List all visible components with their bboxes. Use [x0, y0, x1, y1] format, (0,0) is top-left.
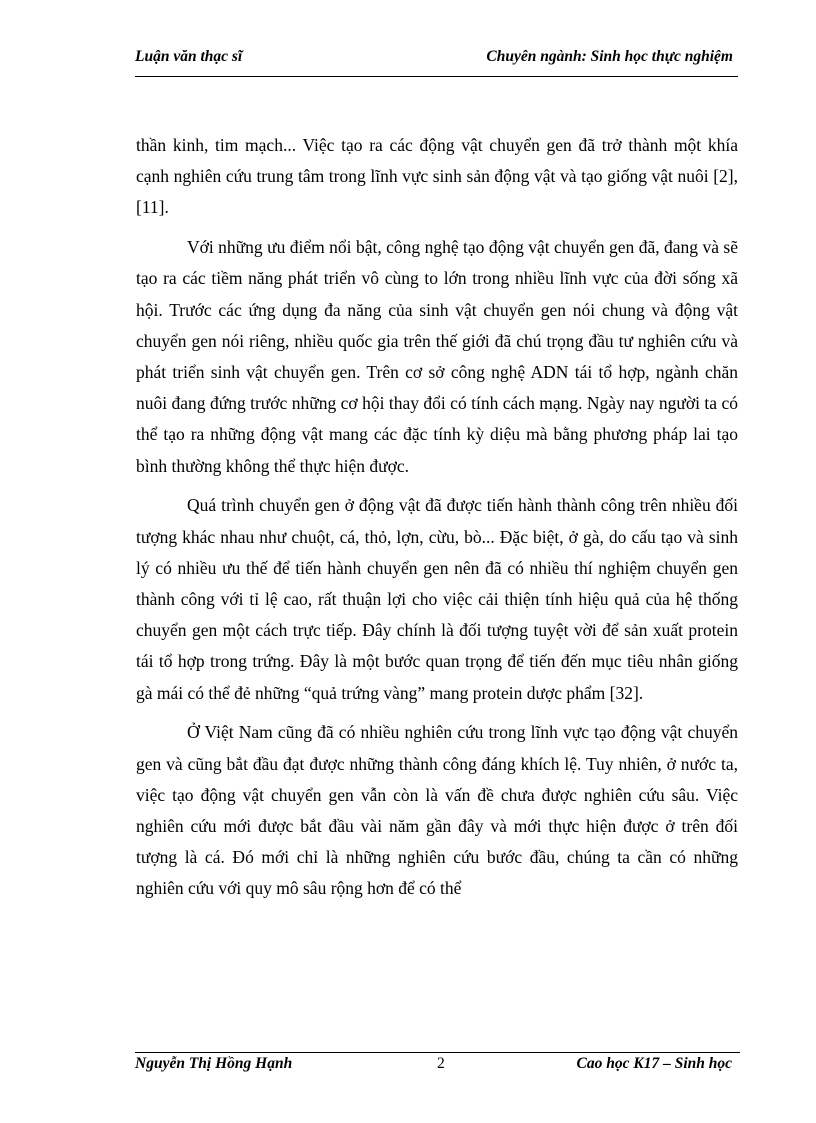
paragraph: Ở Việt Nam cũng đã có nhiều nghiên cứu trong lĩnh vực tạo động vật chuyển gen và cũng bắt đầu đạt được những thành công đáng khích lệ. Tuy nhiên, ở nước ta, việc tạo động vật chuyển gen vẫn còn là vấn đề chưa được nghiên cứu sâu. Việc nghiên cứu mới được bắt đầu vài năm gần đây và mới thực hiện được ở trên đối tượng là cá. Đó mới chỉ là những nghiên cứu bước đầu, chúng ta cần có những nghiên cứu với quy mô sâu rộng hơn để có thể	[136, 722, 738, 899]
page-number: 2	[437, 1055, 445, 1072]
footer-divider	[135, 1052, 740, 1053]
page-header	[135, 48, 735, 72]
page-footer	[135, 1055, 740, 1079]
paragraph-continuation: thần kinh, tim mạch... Việc tạo ra các động vật chuyển gen đã trở thành một khía cạnh nghiên cứu trung tâm trong lĩnh vực sinh sản động vật và tạo giống vật nuôi [2],[11].	[136, 135, 738, 218]
header-specialization: Chuyên ngành: Sinh học thực nghiệm	[486, 48, 733, 65]
header-thesis-type: Luận văn thạc sĩ	[135, 48, 243, 65]
header-divider	[135, 76, 738, 77]
paragraph: Quá trình chuyển gen ở động vật đã được tiến hành thành công trên nhiều đối tượng khác nhau như chuột, cá, thỏ, lợn, cừu, bò... Đặc biệt, ở gà, do cấu tạo và sinh lý có nhiều ưu thế để tiến hành chuyển gen nên đã có nhiều thí nghiệm chuyển gen thành công với tỉ lệ cao, rất thuận lợi cho việc cải thiện tính hiệu quả của hệ thống chuyển gen một cách trực tiếp. Đây chính là đối tượng tuyệt vời để sản xuất protein tái tổ hợp trong trứng. Đây là một bước quan trọng để tiến đến mục tiêu nhân giống gà mái có thể đẻ những “quả trứng vàng” mang protein dược phẩm [32].	[136, 495, 738, 703]
footer-author: Nguyễn Thị Hồng Hạnh	[135, 1055, 293, 1072]
page-body	[136, 130, 738, 913]
paragraph: Với những ưu điểm nổi bật, công nghệ tạo động vật chuyển gen đã, đang và sẽ tạo ra các tiềm năng phát triển vô cùng to lớn trong nhiều lĩnh vực của đời sống xã hội. Trước các ứng dụng đa năng của sinh vật chuyển gen nói chung và động vật chuyển gen nói riêng, nhiều quốc gia trên thế giới đã chú trọng đầu tư nghiên cứu và phát triển sinh vật chuyển gen. Trên cơ sở công nghệ ADN tái tổ hợp, ngành chăn nuôi đang đứng trước những cơ hội thay đổi có tính cách mạng. Ngày nay người ta có thể tạo ra những động vật mang các đặc tính kỳ diệu mà bằng phương pháp lai tạo bình thường không thể thực hiện được.	[136, 237, 738, 476]
footer-course: Cao học K17 – Sinh học	[576, 1055, 732, 1072]
